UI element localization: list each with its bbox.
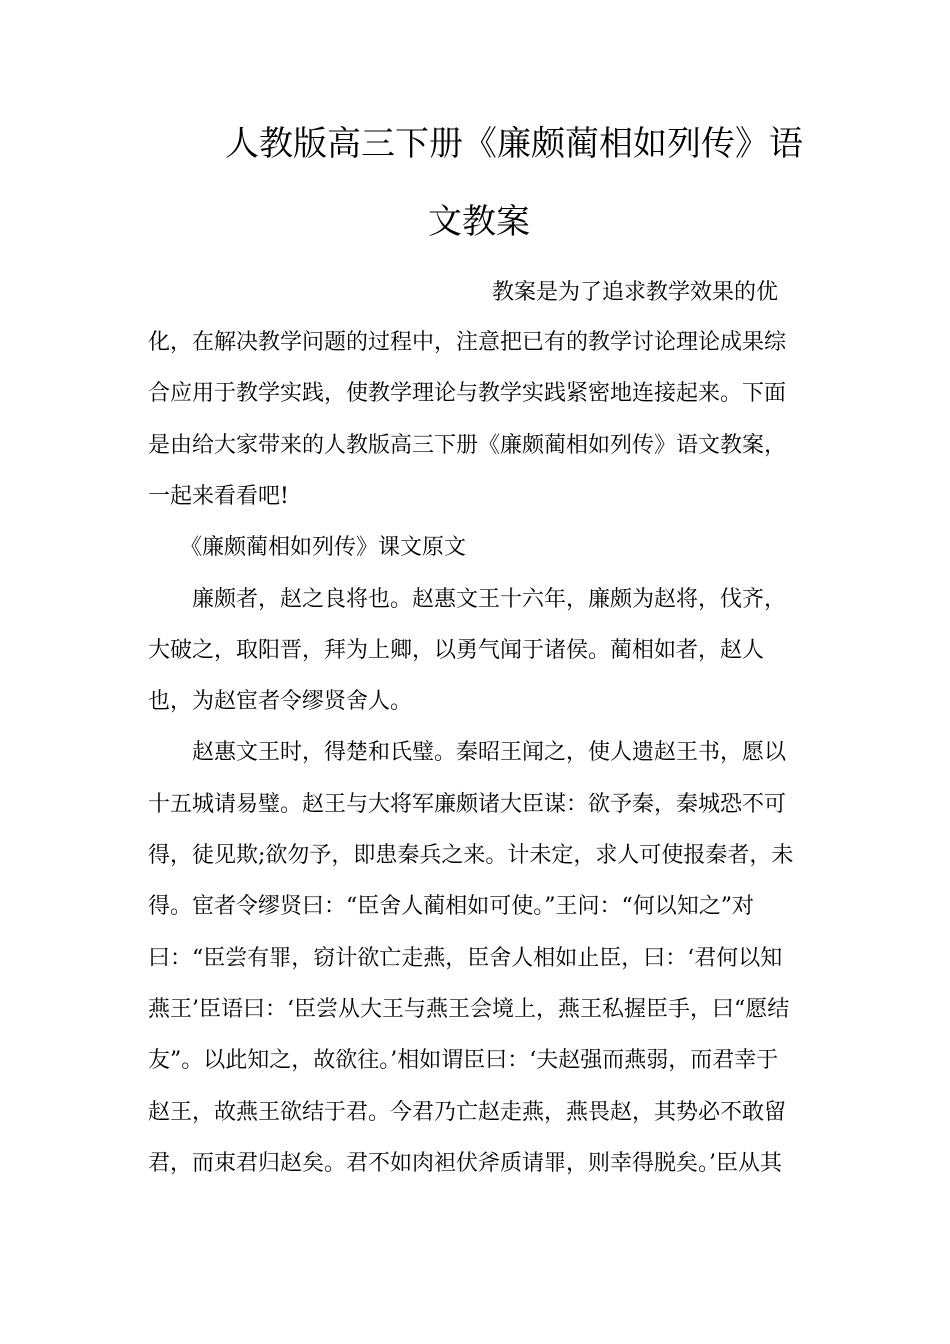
- paragraph-line: 君，而束君归赵矣。君不如肉袒伏斧质请罪，则幸得脱矣。’臣从其: [148, 1151, 782, 1176]
- document-title-line-1: 人教版高三下册《廉颇蔺相如列传》语: [225, 124, 803, 164]
- paragraph-line: 也，为赵宦者令缪贤舍人。: [148, 689, 413, 714]
- intro-line: 教案是为了追求教学效果的优: [492, 280, 779, 305]
- intro-line: 是由给大家带来的人教版高三下册《廉颇蔺相如列传》语文教案，: [148, 433, 787, 458]
- paragraph-line: 曰：“臣尝有罪，窃计欲亡走燕，臣舍人相如止臣，曰：‘君何以知: [148, 946, 783, 971]
- paragraph-line: 得，徒见欺;欲勿予，即患秦兵之来。计未定，求人可使报秦者，未: [148, 843, 794, 868]
- intro-line: 一起来看看吧!: [148, 484, 289, 509]
- section-heading: 《廉颇蔺相如列传》课文原文: [180, 535, 467, 560]
- intro-line: 化，在解决教学问题的过程中，注意把已有的教学讨论理论成果综: [148, 330, 787, 355]
- paragraph-line: 得。宦者令缪贤曰：“臣舍人蔺相如可使。”王问：“何以知之”对: [148, 894, 754, 919]
- paragraph-line: 赵王，故燕王欲结于君。今君乃亡赵走燕，燕畏赵，其势必不敢留: [148, 1100, 787, 1125]
- paragraph-line: 燕王’臣语曰：‘臣尝从大王与燕王会境上，燕王私握臣手，曰“愿结: [148, 997, 790, 1022]
- paragraph-line: 廉颇者，赵之良将也。赵惠文王十六年，廉颇为赵将，伐齐，: [192, 587, 787, 612]
- paragraph-line: 赵惠文王时，得楚和氏璧。秦昭王闻之，使人遗赵王书，愿以: [192, 740, 787, 765]
- paragraph-line: 大破之，取阳晋，拜为上卿，以勇气闻于诸侯。蔺相如者，赵人: [148, 638, 765, 663]
- paragraph-line: 友”。以此知之，故欲往。’相如谓臣曰：‘夫赵强而燕弱，而君幸于: [148, 1048, 779, 1073]
- intro-line: 合应用于教学实践，使教学理论与教学实践紧密地连接起来。下面: [148, 381, 787, 406]
- document-title-line-2: 文教案: [428, 202, 530, 242]
- paragraph-line: 十五城请易璧。赵王与大将军廉颇诸大臣谋：欲予秦，秦城恐不可: [148, 792, 787, 817]
